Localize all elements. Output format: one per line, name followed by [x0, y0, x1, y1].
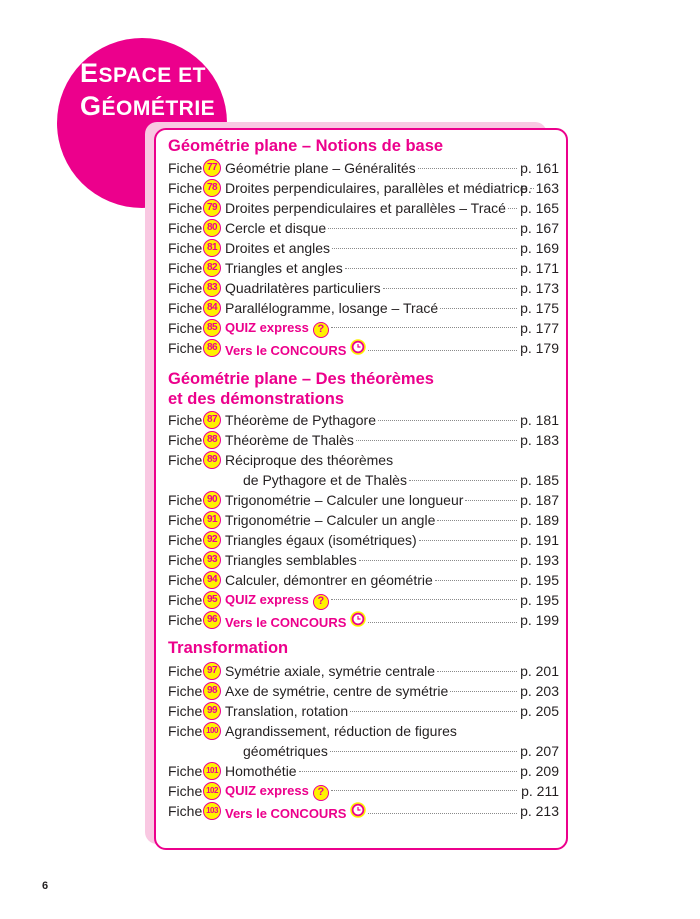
fiche-number-badge: 84: [203, 299, 221, 317]
fiche-number-badge: 92: [203, 531, 221, 549]
entry-title: Trigonométrie – Calculer une longueur: [225, 492, 464, 508]
entry-page: p. 181: [520, 412, 559, 428]
dot-leader: [435, 580, 517, 581]
entry-title: Trigonométrie – Calculer un angle: [225, 512, 436, 528]
toc-entry[interactable]: [168, 178, 559, 198]
dot-leader: [328, 228, 517, 229]
dot-leader: [368, 813, 517, 814]
toc-entry[interactable]: [168, 761, 559, 781]
toc-entry[interactable]: [168, 450, 559, 490]
entry-leader: [225, 179, 528, 197]
toc-entry[interactable]: [168, 530, 559, 550]
fiche-label: Fiche: [168, 783, 203, 799]
page-number: 6: [42, 880, 49, 892]
chapter-title: [80, 58, 230, 124]
fiche-number-badge: 97: [203, 662, 221, 680]
fiche-label: Fiche: [168, 160, 203, 176]
toc-entry[interactable]: [168, 338, 559, 358]
toc-entry[interactable]: [168, 430, 559, 450]
entry-leader: [225, 299, 519, 317]
fiche-number-badge: 99: [203, 702, 221, 720]
entry-page: p. 167: [520, 220, 559, 236]
entry-leader: [225, 611, 519, 632]
entry-leader: [225, 491, 519, 509]
entry-title: de Pythagore et de Thalès: [243, 472, 407, 488]
toc-entry[interactable]: [168, 278, 559, 298]
dot-leader: [437, 520, 517, 521]
entry-page: p. 191: [520, 532, 559, 548]
entry-page: p. 211: [521, 783, 559, 799]
fiche-number-badge: 101: [203, 762, 221, 780]
entry-title: géométriques: [243, 743, 328, 759]
fiche-number-badge: 86: [203, 339, 221, 357]
dot-leader: [356, 440, 517, 441]
fiche-number-badge: 90: [203, 491, 221, 509]
entry-title: Géométrie plane – Généralités: [225, 160, 416, 176]
fiche-number-badge: 94: [203, 571, 221, 589]
dot-leader: [409, 480, 517, 481]
dot-leader: [437, 671, 517, 672]
entry-leader: [225, 762, 519, 780]
fiche-label: Fiche: [168, 300, 203, 316]
toc-entry[interactable]: [168, 198, 559, 218]
fiche-label: Fiche: [168, 572, 203, 588]
fiche-number-badge: 95: [203, 591, 221, 609]
entry-leader: [225, 571, 519, 589]
fiche-label: Fiche: [168, 663, 203, 679]
fiche-label: Fiche: [168, 703, 203, 719]
fiche-number-badge: 85: [203, 319, 221, 337]
entry-leader: [225, 802, 519, 823]
dot-leader: [331, 790, 517, 791]
dot-leader: [378, 420, 517, 421]
entry-title: Droites perpendiculaires et parallèles – Tracé: [225, 200, 506, 216]
entry-title: Translation, rotation: [225, 703, 349, 719]
entry-title: Homothétie: [225, 763, 297, 779]
fiche-number-badge: 89: [203, 451, 221, 469]
entry-page: p. 183: [520, 432, 559, 448]
clock-icon: [350, 611, 366, 627]
fiche-number-badge: 81: [203, 239, 221, 257]
entry-page: p. 177: [520, 320, 559, 336]
entry-leader: [225, 159, 519, 177]
entry-page: p. 213: [520, 803, 559, 819]
fiche-label: Fiche: [168, 340, 203, 356]
toc-entry[interactable]: [168, 801, 559, 821]
entry-page: p. 161: [520, 160, 559, 176]
fiche-number-badge: 102: [203, 782, 221, 800]
entry-page: p. 189: [520, 512, 559, 528]
entry-leader: [225, 702, 519, 720]
fiche-label: Fiche: [168, 552, 203, 568]
entry-title: Quadrilatères particuliers: [225, 280, 381, 296]
entry-title: Triangles et angles: [225, 260, 343, 276]
entry-page: p. 179: [520, 340, 559, 356]
toc-entry[interactable]: [168, 298, 559, 318]
entry-leader: [225, 591, 519, 610]
entry-leader: [225, 239, 519, 257]
toc-entry[interactable]: [168, 721, 559, 761]
dot-leader: [440, 308, 517, 309]
entry-title: Vers le CONCOURS: [225, 615, 347, 630]
toc-entry[interactable]: [168, 570, 559, 590]
fiche-number-badge: 87: [203, 411, 221, 429]
entry-leader: [225, 319, 519, 338]
entry-leader: [225, 531, 519, 549]
fiche-number-badge: 83: [203, 279, 221, 297]
entry-title: Cercle et disque: [225, 220, 327, 236]
chapter-title-cap-2: G: [80, 91, 102, 121]
fiche-number-badge: 91: [203, 511, 221, 529]
entry-leader: [225, 199, 519, 217]
toc-entry[interactable]: [168, 661, 559, 681]
fiche-label: Fiche: [168, 612, 203, 628]
dot-leader: [368, 350, 517, 351]
entry-title: Parallélogramme, losange – Tracé: [225, 300, 439, 316]
entry-title: Triangles égaux (isométriques): [225, 532, 417, 548]
fiche-label: Fiche: [168, 763, 203, 779]
question-icon: ?: [313, 322, 329, 338]
toc-entry[interactable]: [168, 590, 559, 610]
toc-entry[interactable]: [168, 681, 559, 701]
fiche-label: Fiche: [168, 592, 203, 608]
fiche-number-badge: 96: [203, 611, 221, 629]
entry-page: p. 201: [520, 663, 559, 679]
toc-entry[interactable]: [168, 490, 559, 510]
fiche-number-badge: 100: [203, 722, 221, 740]
dot-leader: [331, 599, 517, 600]
entry-title: Droites et angles: [225, 240, 331, 256]
entry-page: p. 207: [520, 743, 559, 759]
section-title-theoremes-line1: Géométrie plane – Des théorèmes: [168, 370, 434, 388]
entry-title: QUIZ express: [225, 592, 309, 607]
fiche-label: Fiche: [168, 452, 203, 468]
chapter-title-rest-1: SPACE ET: [98, 64, 206, 87]
fiche-label: Fiche: [168, 180, 203, 196]
dot-leader: [450, 691, 517, 692]
entry-leader: [225, 511, 519, 529]
entry-title: QUIZ express: [225, 320, 309, 335]
toc-entry[interactable]: [168, 258, 559, 278]
clock-icon: [350, 802, 366, 818]
toc-entry[interactable]: [168, 550, 559, 570]
chapter-title-rest-2: ÉOMÉTRIE: [101, 97, 216, 120]
entry-leader: [225, 682, 519, 700]
entry-page: p. 195: [520, 572, 559, 588]
question-icon: ?: [313, 594, 329, 610]
entry-leader: [225, 219, 519, 237]
entry-leader: [225, 411, 519, 429]
entry-title: Vers le CONCOURS: [225, 806, 347, 821]
fiche-label: Fiche: [168, 320, 203, 336]
entry-title: Axe de symétrie, centre de symétrie: [225, 683, 449, 699]
fiche-label: Fiche: [168, 432, 203, 448]
entry-page: p. 169: [520, 240, 559, 256]
entry-leader: [225, 471, 519, 489]
fiche-label: Fiche: [168, 803, 203, 819]
fiche-label: Fiche: [168, 723, 203, 739]
fiche-number-badge: 93: [203, 551, 221, 569]
toc-entry[interactable]: [168, 318, 559, 338]
entry-page: p. 193: [520, 552, 559, 568]
entry-page: p. 195: [520, 592, 559, 608]
fiche-label: Fiche: [168, 260, 203, 276]
fiche-label: Fiche: [168, 200, 203, 216]
fiche-label: Fiche: [168, 240, 203, 256]
fiche-label: Fiche: [168, 683, 203, 699]
toc-entry[interactable]: [168, 218, 559, 238]
toc-entry[interactable]: [168, 158, 559, 178]
entry-page: p. 165: [520, 200, 559, 216]
fiche-number-badge: 88: [203, 431, 221, 449]
entry-page: p. 203: [520, 683, 559, 699]
dot-leader: [332, 248, 517, 249]
entry-page: p. 209: [520, 763, 559, 779]
section-title-transformation: Transformation: [168, 639, 289, 657]
dot-leader: [331, 327, 517, 328]
dot-leader: [383, 288, 517, 289]
dot-leader: [330, 751, 517, 752]
section-title-notions: Géométrie plane – Notions de base: [168, 137, 444, 155]
toc-entry[interactable]: [168, 701, 559, 721]
fiche-number-badge: 98: [203, 682, 221, 700]
fiche-number-badge: 79: [203, 199, 221, 217]
entry-page: p. 187: [520, 492, 559, 508]
entry-page: p. 199: [520, 612, 559, 628]
fiche-label: Fiche: [168, 412, 203, 428]
entry-title: Symétrie axiale, symétrie centrale: [225, 663, 436, 679]
fiche-number-badge: 78: [203, 179, 221, 197]
dot-leader: [299, 771, 517, 772]
toc-entry[interactable]: [168, 410, 559, 430]
entry-title: Théorème de Pythagore: [225, 412, 376, 428]
toc-entry[interactable]: [168, 781, 559, 801]
section-title-theoremes-line2: et des démonstrations: [168, 390, 345, 408]
entry-leader: [225, 742, 519, 760]
chapter-title-cap-1: E: [80, 58, 99, 88]
entry-leader: [225, 339, 519, 360]
toc-entry[interactable]: [168, 510, 559, 530]
entry-title-line1: Agrandissement, réduction de figures: [225, 723, 457, 739]
entry-page: p. 175: [520, 300, 559, 316]
entry-title: QUIZ express: [225, 783, 309, 798]
entry-page: p. 171: [520, 260, 559, 276]
fiche-label: Fiche: [168, 512, 203, 528]
fiche-number-badge: 103: [203, 802, 221, 820]
dot-leader: [345, 268, 517, 269]
toc-entry[interactable]: [168, 610, 559, 630]
clock-icon: [350, 339, 366, 355]
toc-entry[interactable]: [168, 238, 559, 258]
fiche-label: Fiche: [168, 220, 203, 236]
entry-title: Calculer, démontrer en géométrie: [225, 572, 433, 588]
fiche-label: Fiche: [168, 280, 203, 296]
entry-leader: [225, 551, 519, 569]
dot-leader: [508, 208, 517, 209]
entry-page: p. 163: [520, 180, 559, 196]
entry-title: Théorème de Thalès: [225, 432, 354, 448]
dot-leader: [465, 500, 517, 501]
entry-page: p. 185: [520, 472, 559, 488]
entry-leader: [225, 431, 519, 449]
dot-leader: [418, 168, 517, 169]
dot-leader: [350, 711, 517, 712]
fiche-number-badge: 80: [203, 219, 221, 237]
entry-leader: [225, 259, 519, 277]
dot-leader: [359, 560, 517, 561]
entry-title-line1: Réciproque des théorèmes: [225, 452, 394, 468]
dot-leader: [419, 540, 517, 541]
question-icon: ?: [313, 785, 329, 801]
entry-leader: [225, 782, 519, 801]
entry-title: Droites perpendiculaires, parallèles et médiatrice: [225, 180, 528, 196]
dot-leader: [368, 622, 517, 623]
fiche-number-badge: 77: [203, 159, 221, 177]
fiche-number-badge: 82: [203, 259, 221, 277]
entry-leader: [225, 279, 519, 297]
entry-title: Vers le CONCOURS: [225, 343, 347, 358]
entry-title: Triangles semblables: [225, 552, 357, 568]
fiche-label: Fiche: [168, 532, 203, 548]
entry-page: p. 173: [520, 280, 559, 296]
entry-page: p. 205: [520, 703, 559, 719]
entry-leader: [225, 662, 519, 680]
fiche-label: Fiche: [168, 492, 203, 508]
